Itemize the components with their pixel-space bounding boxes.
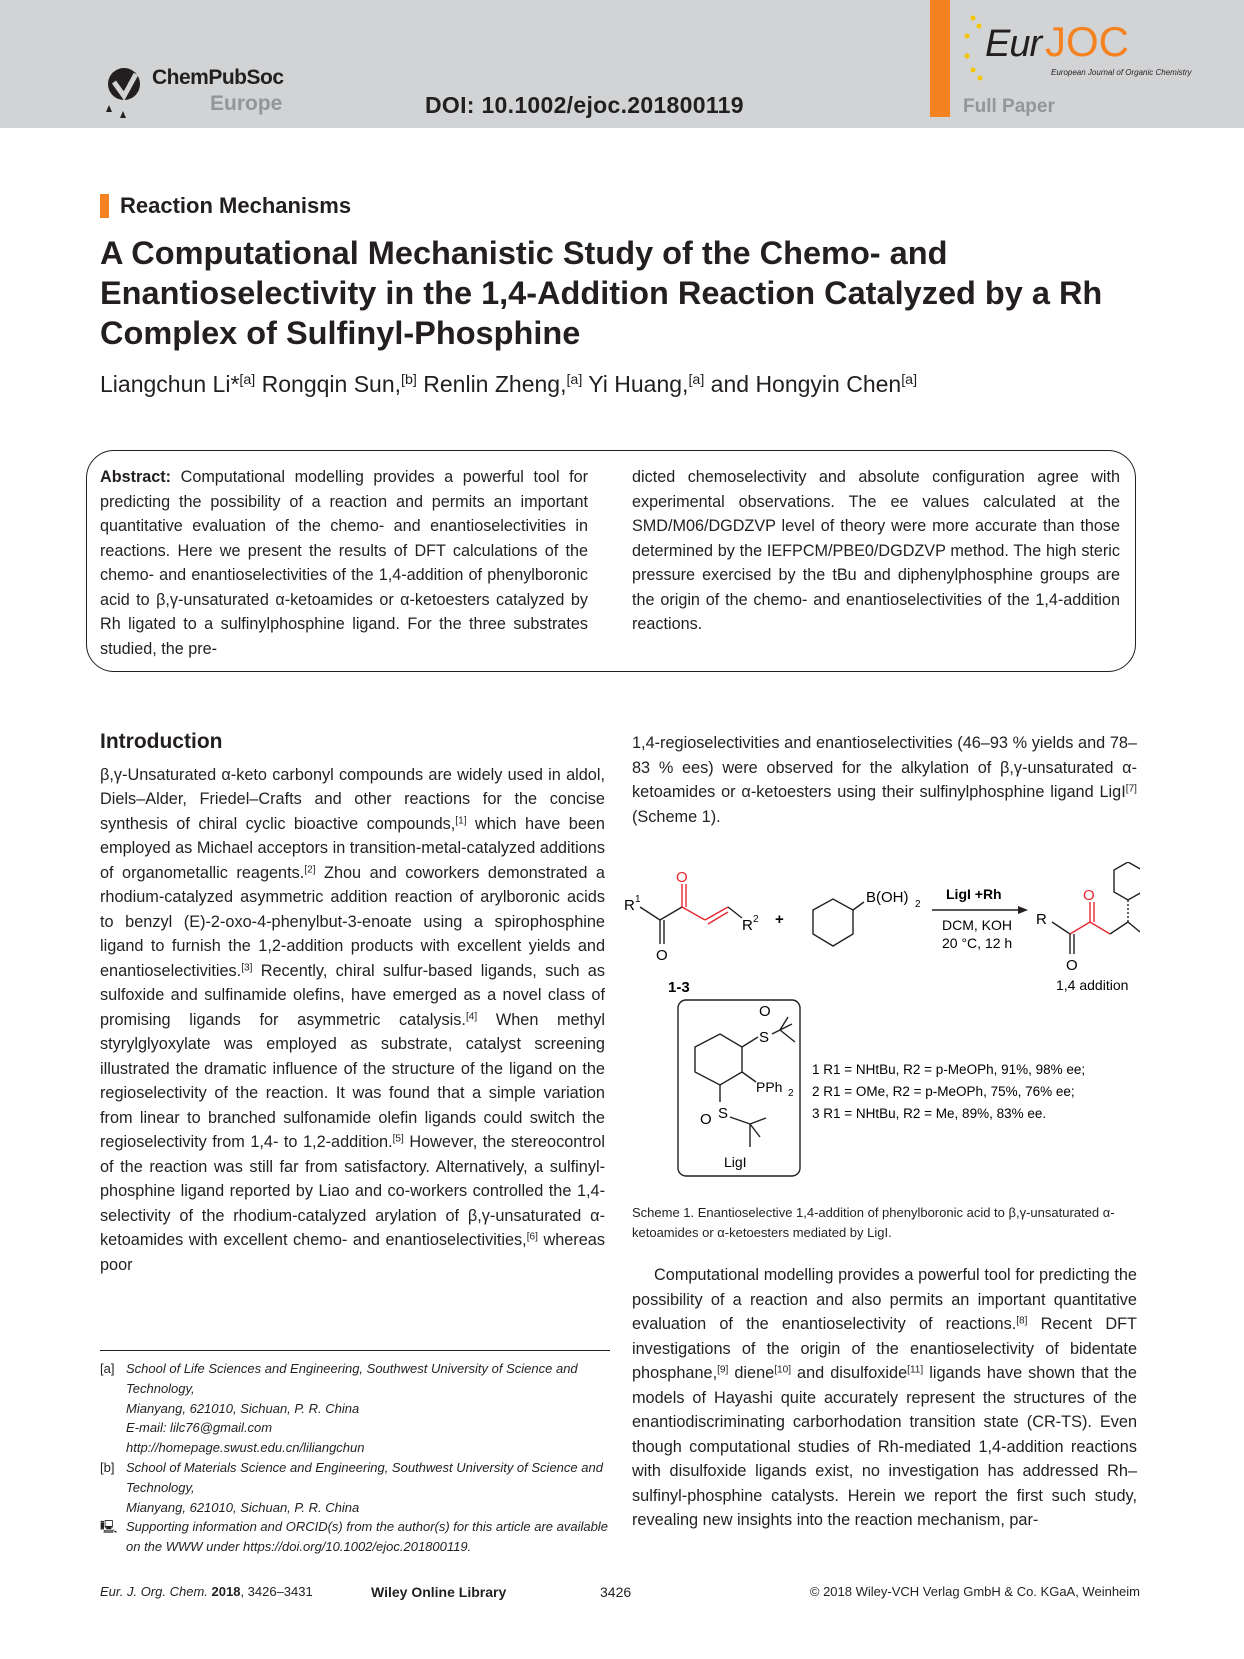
citation[interactable]: [1] — [455, 814, 467, 826]
abstract-col-2: dicted chemoselectivity and absolute configuration agree with experimental observations. The ee values calculated at the SMD/M06/DGDZVP level of theory were more accurate than those determined by the IEFPCM/PBE0/DGDZVP method. The high steric pressure exercised by the tBu and diphenylphosphine groups are the origin of the chemo- and enantioselectivities of the 1,4-addition reactions. — [632, 468, 1120, 633]
footnote-line[interactable]: Supporting information and ORCID(s) from the author(s) for this article are available on the WWW under https://doi.org/10.1002/ejoc.201800119. — [126, 1519, 608, 1555]
stars-icon — [963, 12, 983, 84]
left-column — [100, 730, 605, 1277]
pph2-label: PPh — [756, 1079, 783, 1095]
footnote-line: School of Life Sciences and Engineering, Southwest University of Science and Technology, — [126, 1361, 578, 1396]
footnote — [100, 1458, 610, 1517]
authors: Liangchun Li*[a] Rongqin Sun,[b] Renlin Zheng,[a] Yi Huang,[a] and Hongyin Chen[a] — [100, 371, 918, 397]
citation[interactable]: [a] — [239, 372, 256, 389]
intro-paragraph-3: Computational modelling provides a powerful tool for predicting the possibility of a reaction and also permits an important quantitative evaluation of the enantioselectivity of reactions.[8] Recent DFT investigations of the origin of the enantioselectivity of bidentate phosphane,[9] diene[10] and disulfoxide[11] ligands have shown that the models of Hayashi quite accurately represent the structures of the enantiodiscriminating carborhodation transition state (CR-TS). Even though computational studies of Rh-mediated 1,4-addition reactions with disulfoxide ligands exist, no investigation has addressed Rh–sulfinyl-phosphine catalysts. Herein we report the first such study, revealing new insights into the reaction mechanism, par- — [632, 1266, 1137, 1529]
citation[interactable]: [3] — [241, 961, 253, 973]
citation[interactable]: [6] — [526, 1231, 538, 1243]
abstract-text-1: Computational modelling provides a powerful tool for predicting the possibility of a reaction and permits an important quantitative evaluation of the chemo- and enantioselectivities in reactions. Here we present the results of DFT calculations of the chemo- and enantioselectivities of the 1,4-addition of phenylboronic acid to β,γ-unsaturated α-ketoamides or α-ketoesters catalyzed by Rh ligated to a sulfinylphosphine ligand. For the three substrates studied, the pre- — [100, 468, 589, 658]
page-number: 3426 — [600, 1584, 632, 1600]
arrow-head-icon — [1018, 906, 1028, 914]
footer-pages: , 3426–3431 — [240, 1584, 313, 1599]
boronic-label: B(OH) — [866, 889, 909, 906]
footnote-line[interactable]: E-mail: lilc76@gmail.com — [126, 1420, 273, 1436]
citation[interactable]: [a] — [901, 372, 918, 389]
intro-heading: Introduction — [100, 730, 223, 753]
footnote — [100, 1517, 610, 1557]
citation[interactable]: [2] — [304, 863, 316, 875]
r1-label: R — [624, 897, 635, 914]
footer-citation — [100, 1584, 313, 1599]
footnotes — [100, 1350, 610, 1557]
copyright: © 2018 Wiley-VCH Verlag GmbH & Co. KGaA, Weinheim — [809, 1584, 1140, 1599]
footnote-key: [b] — [100, 1459, 115, 1475]
citation[interactable]: [b] — [401, 372, 417, 389]
logo-joc: JOC — [1045, 18, 1129, 65]
plus-sign: + — [775, 911, 784, 928]
doi[interactable]: DOI: 10.1002/ejoc.201800119 — [425, 92, 744, 118]
right-column — [632, 731, 1137, 829]
phenyl-ring — [813, 899, 853, 946]
sup: 1 — [635, 894, 641, 905]
footer-journal: Eur. J. Org. Chem. — [100, 1584, 208, 1599]
logo-eur: Eur — [985, 23, 1042, 65]
citation[interactable]: [a] — [688, 372, 705, 389]
accent-bar — [930, 0, 950, 117]
substrate-label: 1-3 — [668, 979, 690, 996]
oxygen-label: O — [656, 947, 668, 964]
oxygen-label: O — [1083, 887, 1095, 904]
substrate-structure — [640, 884, 742, 944]
article-title: A Computational Mechanistic Study of the Chemo- and Enantioselectivity in the 1,4-Addition Reaction Catalyzed by a Rh Complex of Sulfinyl-Phosphine — [100, 235, 1103, 351]
footnote-line[interactable]: http://homepage.swust.edu.cn/liliangchun — [126, 1440, 365, 1456]
citation[interactable]: [7] — [1125, 783, 1137, 795]
product-structure — [1052, 862, 1140, 954]
sulfur-label: S — [718, 1105, 729, 1122]
sub: 2 — [788, 1088, 794, 1099]
article-type: Full Paper — [963, 96, 1055, 117]
compound-1: 1 R1 = NHtBu, R2 = p-MeOPh, 91%, 98% ee; — [812, 1062, 1086, 1077]
oxygen-label: O — [700, 1111, 712, 1128]
sulfur-label: S — [759, 1029, 770, 1046]
intro-paragraph-2: 1,4-regioselectivities and enantioselectivities (46–93 % yields and 78–83 % ees) were observed for the alkylation of β,γ-unsaturated α-ketoamides or α-ketoesters using their sulfinylphosphine ligand LigI[7] (Scheme 1). — [632, 734, 1137, 826]
page-header — [0, 0, 1244, 128]
citation[interactable]: [10] — [774, 1364, 792, 1376]
citation[interactable]: [8] — [1016, 1315, 1028, 1327]
footnote-line: Mianyang, 621010, Sichuan, P. R. China — [126, 1400, 360, 1416]
chempubsoc-logo — [100, 62, 284, 127]
compound-3: 3 R1 = NHtBu, R2 = Me, 89%, 83% ee. — [812, 1106, 1047, 1121]
abstract-col-1 — [100, 465, 588, 661]
abstract-box — [86, 450, 1136, 672]
citation[interactable]: [4] — [465, 1010, 478, 1022]
ligand-label: LigI — [724, 1154, 747, 1170]
scheme-caption: Scheme 1. Enantioselective 1,4-addition of phenylboronic acid to β,γ-unsaturated α-ketoamides or α-ketoesters mediated by LigI. — [632, 1205, 1115, 1240]
supporting-info-icon: 🖳 — [100, 1519, 118, 1535]
footnote-line: Mianyang, 621010, Sichuan, P. R. China — [126, 1499, 360, 1515]
citation[interactable]: [9] — [717, 1364, 729, 1376]
citation[interactable]: [11] — [907, 1364, 924, 1376]
logo-subtext: Europe — [210, 92, 283, 115]
r2-label: R — [742, 917, 753, 934]
oxygen-label: O — [759, 1003, 771, 1020]
sup: 2 — [753, 914, 759, 925]
conditions-2: 20 °C, 12 h — [942, 935, 1013, 951]
abstract-label: Abstract: — [100, 468, 172, 486]
scheme-1 — [620, 862, 1140, 1192]
footnote-line: School of Materials Science and Engineering, Southwest University of Science and Technology, — [126, 1459, 603, 1495]
oxygen-label: O — [676, 869, 688, 886]
chempubsoc-star-icon — [100, 62, 150, 122]
logo-subtitle: European Journal of Organic Chemistry — [1051, 68, 1192, 77]
compound-2: 2 R1 = OMe, R2 = p-MeOPh, 75%, 76% ee; — [812, 1084, 1075, 1099]
wiley-library-link[interactable]: Wiley Online Library — [371, 1584, 507, 1600]
footnote — [100, 1359, 610, 1458]
citation[interactable]: [5] — [392, 1133, 404, 1145]
citation[interactable]: [a] — [566, 372, 583, 389]
footer-year: 2018 — [211, 1584, 241, 1599]
section-label: Reaction Mechanisms — [100, 193, 351, 219]
reagent-label: LigI +Rh — [946, 886, 1002, 902]
product-label: 1,4 addition — [1056, 977, 1129, 993]
sub: 2 — [915, 899, 921, 910]
oxygen-label: O — [1066, 957, 1078, 974]
r1-label: R — [1036, 911, 1047, 928]
conditions-1: DCM, KOH — [942, 917, 1012, 933]
footnote-key: [a] — [100, 1361, 115, 1376]
logo-text: ChemPubSoc — [152, 66, 284, 89]
intro-paragraph-1: β,γ-Unsaturated α-keto carbonyl compounds are widely used in aldol, Diels–Alder, Friedel–Crafts and other reactions for the concise synthesis of chiral cyclic bioactive compounds,[1] which have been employed as Michael acceptors in transition-metal-catalyzed additions of organometallic reagents.[2] Zhou and coworkers demonstrated a rhodium-catalyzed asymmetric addition reaction of arylboronic acids to benzyl (E)-2-oxo-4-phenylbut-3-enoate using a spirophosphine ligand to furnish the 1,2-addition products with excellent yields and enantioselectivities.[3] Recently, chiral sulfur-based ligands, such as sulfoxide and sulfinamide olefins, have emerged as a novel class of promising ligands for asymmetric catalysis.[4] When methyl styrylglyoxylate was employed as substrate, catalyst screening illustrated the dramatic influence of the structure of the ligand on the regioselectivity of the reaction. It was found that a simple variation from linear to branched sulfonamide olefin ligands could switch the regioselectivity from 1,4- to 1,2-addition.[5] However, the stereocontrol of the reaction was still far from satisfactory. Alternatively, a sulfinyl-phosphine ligand reported by Liao and co-workers controlled the 1,4-selectivity of the rhodium-catalyzed arylation of β,γ-unsaturated α-ketoamides with excellent chemo- and enantioselectivities,[6] whereas poor — [100, 765, 605, 1274]
right-column-lower — [632, 1263, 1137, 1533]
